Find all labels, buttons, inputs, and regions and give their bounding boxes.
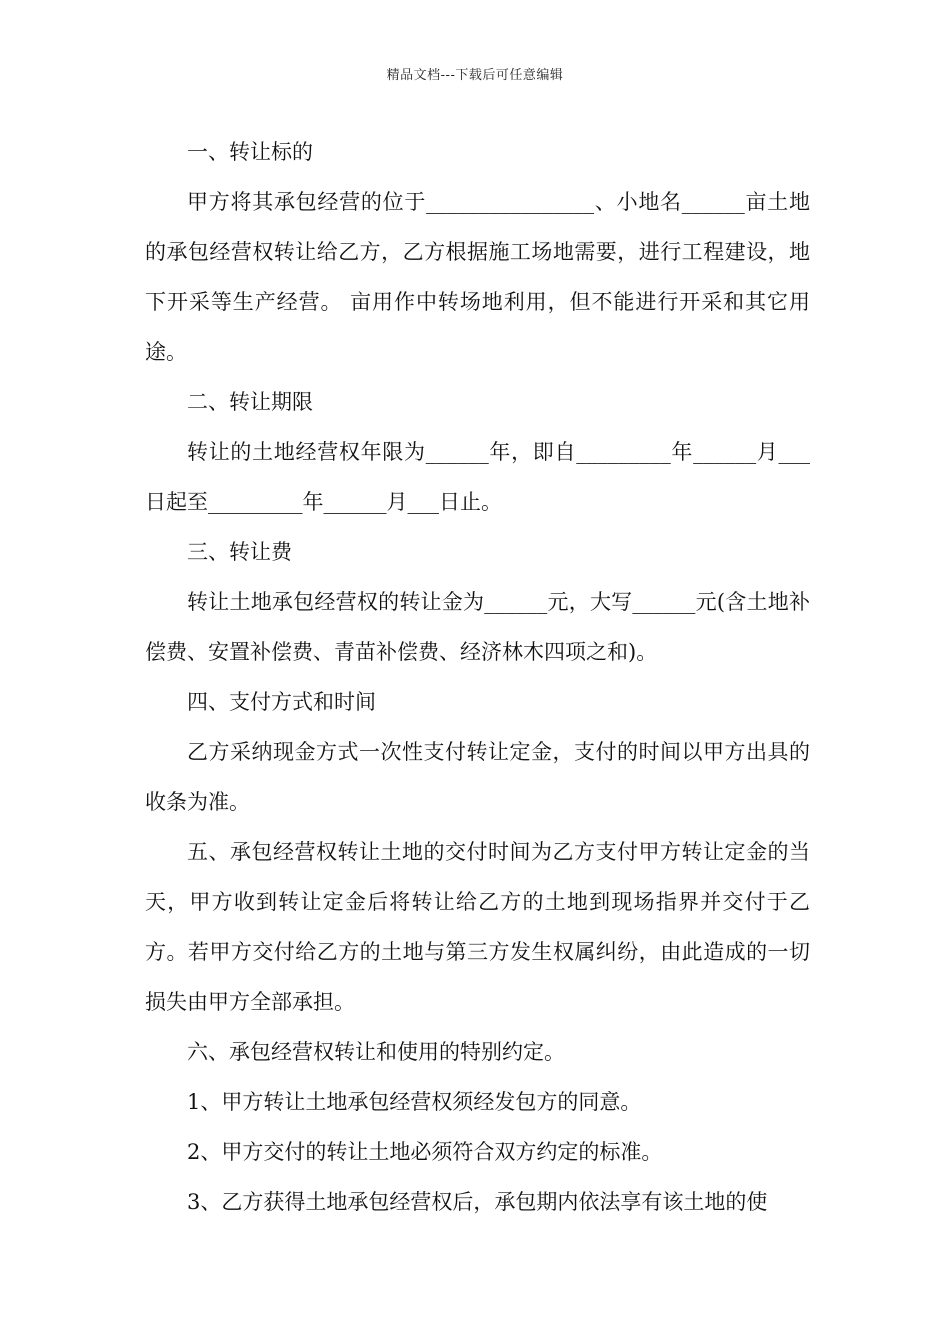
list-item-term-2: 2、甲方交付的转让土地必须符合双方约定的标准。 bbox=[187, 1140, 663, 1164]
section-heading-special-terms: 六、承包经营权转让和使用的特别约定。 bbox=[187, 1040, 565, 1064]
document-body bbox=[145, 127, 810, 1227]
list-item-term-1: 1、甲方转让土地承包经营权须经发包方的同意。 bbox=[187, 1090, 642, 1114]
paragraph-delivery-time: 五、承包经营权转让土地的交付时间为乙方支付甲方转让定金的当天，甲方收到转让定金后将转让给乙方的土地到现场指界并交付于乙方。若甲方交付给乙方的土地与第三方发生权属纠纷，由此造成的一切损失由甲方全部承担。 bbox=[145, 840, 810, 1014]
section-heading-transfer-subject: 一、转让标的 bbox=[187, 140, 313, 164]
paragraph-transfer-subject: 甲方将其承包经营的位于________________、小地名______亩土地的承包经营权转让给乙方，乙方根据施工场地需要，进行工程建设，地下开采等生产经营。 亩用作中转场地利用，但不能进行开采和其它用途。 bbox=[145, 190, 810, 364]
section-heading-transfer-fee: 三、转让费 bbox=[187, 540, 292, 564]
paragraph-transfer-period: 转让的土地经营权年限为______年，即自_________年______月___日起至_________年______月___日止。 bbox=[145, 440, 810, 514]
page-header: 精品文档---下载后可任意编辑 bbox=[386, 68, 564, 83]
paragraph-payment: 乙方采纳现金方式一次性支付转让定金，支付的时间以甲方出具的收条为准。 bbox=[145, 740, 810, 814]
section-heading-payment: 四、支付方式和时间 bbox=[187, 690, 376, 714]
section-heading-transfer-period: 二、转让期限 bbox=[187, 390, 313, 414]
list-item-term-3: 3、乙方获得土地承包经营权后，承包期内依法享有该土地的使 bbox=[187, 1190, 768, 1214]
paragraph-transfer-fee: 转让土地承包经营权的转让金为______元，大写______元(含土地补偿费、安置补偿费、青苗补偿费、经济林木四项之和)。 bbox=[145, 590, 810, 664]
